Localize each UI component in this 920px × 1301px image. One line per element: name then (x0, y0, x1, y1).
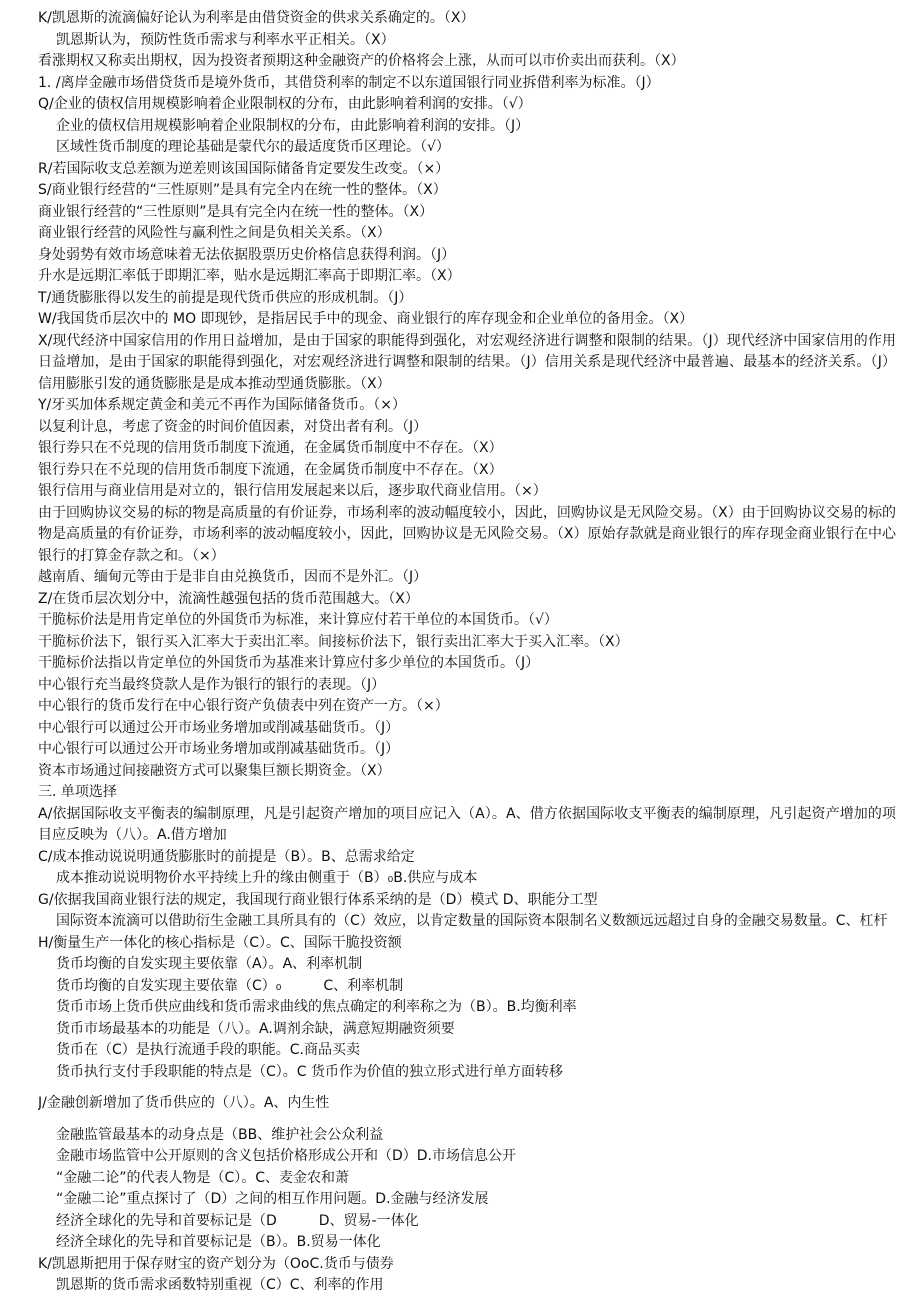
text-line: S/商业银行经营的“三性原则”是具有完全内在统一性的整体。（X） (38, 182, 447, 198)
text-line: 货币在（C）是执行流通手段的职能。C.商品买卖 (56, 1042, 360, 1058)
text-line: 金融市场监管中公开原则的含义包括价格形成公开和（D）D.市场信息公开 (56, 1148, 517, 1164)
text-line: W/我国货币层次中的 MO 即现钞，是指居民手中的现金、商业银行的库存现金和企业单位的备用金。（X） (38, 311, 694, 327)
text-line: 银行信用与商业信用是对立的，银行信用发展起来以后，逐步取代商业信用。（×） (38, 483, 547, 499)
text-line: 货币均衡的自发实现主要依靠（A）。A、利率机制 (56, 956, 363, 972)
document-body (38, 8, 896, 1297)
text-line: 银行券只在不兑现的信用货币制度下流通，在金属货币制度中不存在。（X） (38, 461, 503, 478)
text-line: A/依据国际收支平衡表的编制原理，凡是引起资产增加的项目应记入（A）。A、借方依据国际收支平衡表的编制原理，凡引起资产增加的项目应反映为（八）。A.借方增加 (38, 805, 896, 843)
text-line: 金融监管最基本的动身点是（BB、维护社会公众利益 (56, 1126, 384, 1143)
text-line: 身处弱势有效市场意味着无法依据股票历史价格信息获得利润。（J） (38, 246, 456, 263)
text-line: 干脆标价法指以肯定单位的外国货币为基准来计算应付多少单位的本国货币。（J） (38, 655, 540, 671)
text-line: 干脆标价法是用肯定单位的外国货币为标准，来计算应付若干单位的本国货币。（√） (38, 612, 558, 628)
text-line: 三. 单项选择 (38, 784, 117, 800)
text-line: 升水是远期汇率低于即期汇率，贴水是远期汇率高于即期汇率。（X） (38, 268, 461, 284)
text-line: T/通货膨胀得以发生的前提是现代货币供应的形成机制。（J） (38, 289, 413, 306)
text-line: 国际资本流滴可以借助衍生金融工具所具有的（C）效应，以肯定数量的国际资本限制名义数额远远超过自身的金融交易数量。C、杠杆 (56, 913, 888, 929)
text-line: C/成本推动说说明通货膨胀时的前提是（B）。B、总需求给定 (38, 848, 415, 865)
text-line: Z/在货币层次划分中，流滴性越强包括的货币范围越大。（X） (38, 590, 419, 607)
text-line: K/凯恩斯的流滴偏好论认为利率是由借贷资金的供求关系确定的。（X） (38, 10, 475, 26)
text-line: Q/企业的债权信用规模影响着企业限制权的分布，由此影响着利润的安排。（√） (38, 96, 532, 112)
text-line: 干脆标价法下，银行买入汇率大于卖出汇率。间接标价法下，银行卖出汇率大于买入汇率。（X） (38, 633, 629, 650)
text-line: 企业的债权信用规模影响着企业限制权的分布，由此影响着利润的安排。（J） (56, 117, 530, 134)
text-line: X/现代经济中国家信用的作用日益增加，是由于国家的职能得到强化，对宏观经济进行调整和限制的结果。（J）现代经济中国家信用的作用日益增加，是由于国家的职能得到强化，对宏观经济进行调整和限制的结果。（J）信用关系是现代经济中最普遍、最基本的经济关系。（J）信用膨胀引发的通货膨胀是是成本推动型通货膨胀。（X） (38, 332, 896, 392)
text-line: 货币执行支付手段职能的特点是（C）。C 货币作为价值的独立形式进行单方面转移 (56, 1063, 563, 1080)
text-line: H/衡量生产一体化的核心指标是（C）。C、国际干脆投资额 (38, 934, 402, 951)
text-line: G/依据我国商业银行法的规定，我国现行商业银行体系采纳的是（D）模式 D、职能分工型 (38, 891, 598, 908)
text-line: 中心银行可以通过公开市场业务增加或削减基础货币。（J） (38, 741, 400, 757)
text-line: 货币均衡的自发实现主要依靠（C）₀ C、利率机制 (56, 977, 404, 994)
text-line: K/凯恩斯把用于保存财宝的资产划分为（OoC.货币与债券 (38, 1255, 394, 1272)
text-line: 1. /离岸金融市场借贷货币是境外货币，其借贷利率的制定不以东道国银行同业拆借利率为标准。（J） (38, 74, 660, 91)
text-line: 由于回购协议交易的标的物是高质量的有价证券，市场利率的波动幅度较小，因此，回购协议是无风险交易。（X）由于回购协议交易的标的物是高质量的有价证券，市场利率的波动幅度较小，因此，回购协议是无风险交易。（X）原始存款就是商业银行的库存现金商业银行在中心银行的打算金存款之和。（×） (38, 504, 896, 564)
text-line: “金融二论”的代表人物是（C）。C、麦金农和萧 (56, 1169, 350, 1186)
text-line: “金融二论”重点探讨了（D）之间的相互作用问题。D.金融与经济发展 (56, 1191, 489, 1207)
text-line: 经济全球化的先导和首要标记是（D D、贸易-一体化 (56, 1212, 419, 1229)
text-line: 商业银行经营的风险性与赢利性之间是负相关关系。（X） (38, 225, 391, 241)
text-line: Y/牙买加体系规定黄金和美元不再作为国际储备货币。（×） (38, 397, 406, 413)
text-line: 经济全球化的先导和首要标记是（B）。B.贸易一体化 (56, 1234, 381, 1250)
text-line: 凯恩斯的货币需求函数特别重视（C）C、利率的作用 (56, 1277, 384, 1293)
text-line: 以复利计息，考虑了资金的时间价值因素，对贷出者有利。（J） (38, 418, 428, 435)
text-line: 区域性货币制度的理论基础是蒙代尔的最适度货币区理论。（√） (56, 139, 450, 155)
text-line: 货币市场上货币供应曲线和货币需求曲线的焦点确定的利率称之为（B）。B.均衡利率 (56, 999, 577, 1015)
text-line: 货币市场最基本的功能是（八）。A.调剂余缺，满意短期融资须要 (56, 1020, 455, 1037)
text-line: 凯恩斯认为，预防性货币需求与利率水平正相关。（X） (56, 31, 395, 48)
text-line: 成本推动说说明物价水平持续上升的缘由侧重于（B）₀B.供应与成本 (56, 870, 478, 886)
text-line: 中心银行可以通过公开市场业务增加或削减基础货币。（J） (38, 719, 400, 736)
text-line: J/金融创新增加了货币供应的（八）。A、内生性 (38, 1095, 330, 1111)
text-line: 看涨期权又称卖出期权，因为投资者预期这种金融资产的价格将会上涨，从而可以市价卖出而获利。（X） (38, 53, 685, 69)
text-line: R/若国际收支总差额为逆差则该国国际储备肯定要发生改变。（×） (38, 160, 450, 177)
text-line: 中心银行的货币发行在中心银行资产负债表中列在资产一方。（×） (38, 698, 449, 714)
text-line: 商业银行经营的“三性原则”是具有完全内在统一性的整体。（X） (38, 203, 434, 220)
text-line: 中心银行充当最终贷款人是作为银行的银行的表现。（J） (38, 676, 386, 693)
text-line: 越南盾、缅甸元等由于是非自由兑换货币，因而不是外汇。（J） (38, 569, 428, 585)
text-line: 资本市场通过间接融资方式可以聚集巨额长期资金。（X） (38, 762, 391, 779)
text-line: 银行券只在不兑现的信用货币制度下流通，在金属货币制度中不存在。（X） (38, 440, 503, 456)
